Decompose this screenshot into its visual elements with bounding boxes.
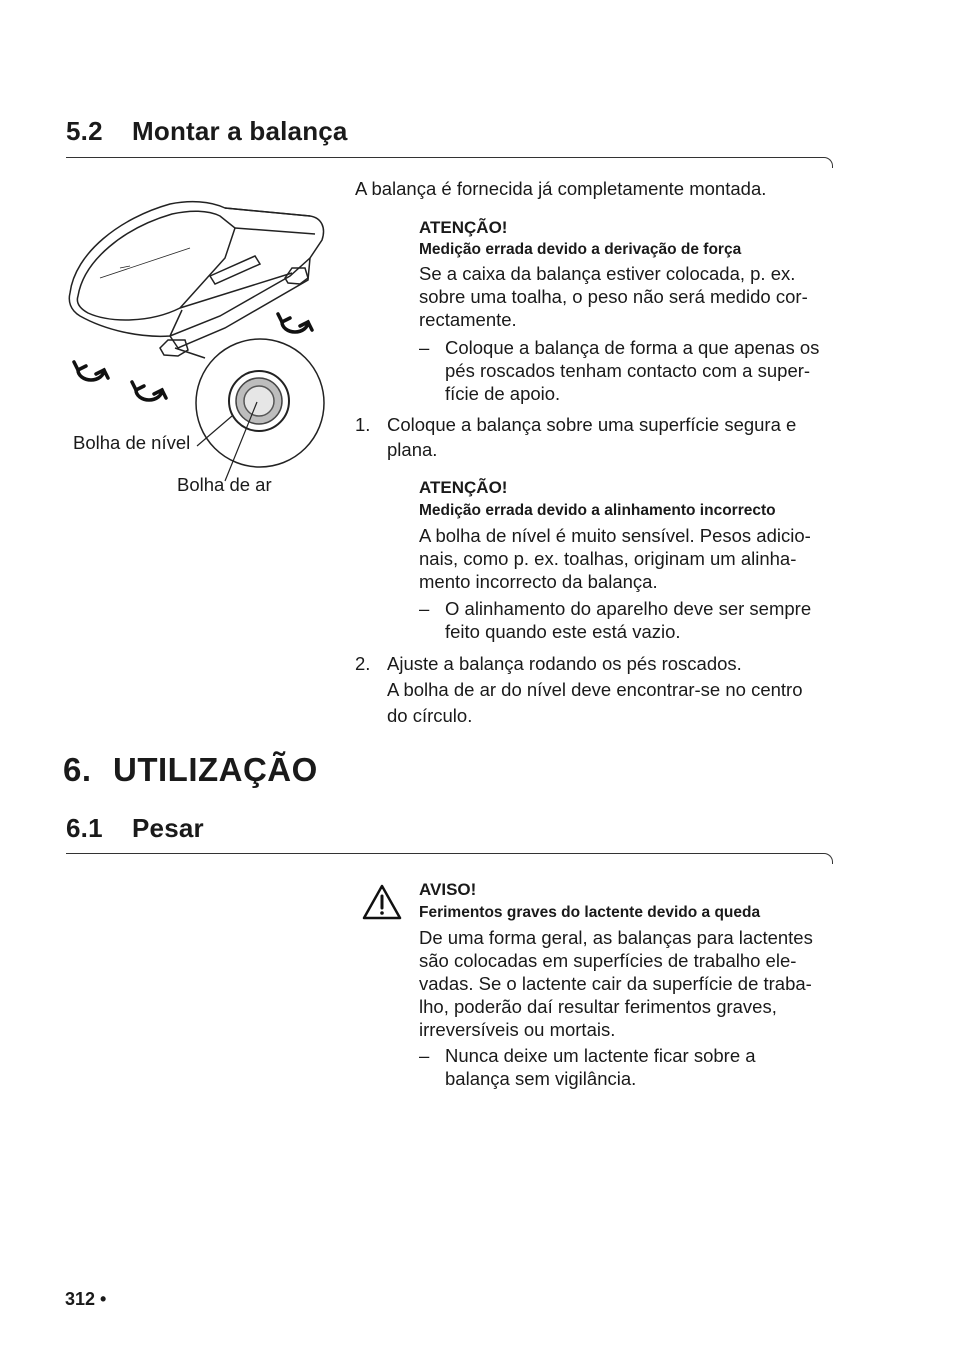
- step-line: do círculo.: [387, 705, 473, 726]
- bullet-dash: –: [419, 337, 430, 358]
- caution-text: [419, 262, 808, 331]
- caution-text: [419, 524, 811, 593]
- step-line: Ajuste a balança rodando os pés roscados.: [387, 653, 742, 674]
- chapter-heading-6: [63, 751, 318, 789]
- section-title: Pesar: [132, 813, 204, 843]
- chapter-title: UTILIZAÇÃO: [113, 751, 318, 788]
- section-number: 6.1: [66, 813, 103, 843]
- bullet-line: Nunca deixe um lactente ficar sobre a: [445, 1045, 756, 1066]
- bullet-dash: –: [419, 1045, 430, 1066]
- bullet-line: feito quando este está vazio.: [445, 621, 681, 642]
- bullet-line: balança sem vigilância.: [445, 1068, 637, 1089]
- warning-line: irreversíveis ou mortais.: [419, 1019, 616, 1040]
- scale-figure: [60, 198, 340, 508]
- scale-tray-outline: [69, 202, 323, 337]
- warning-line: De uma forma geral, as balanças para lactentes: [419, 927, 813, 948]
- air-bubble: [244, 386, 274, 416]
- chapter-number: 6.: [63, 751, 92, 788]
- caution-line: A bolha de nível é muito sensível. Pesos adicio-: [419, 525, 811, 546]
- caution-line: mento incorrecto da balança.: [419, 571, 658, 592]
- warning-title: AVISO!: [419, 880, 477, 899]
- section-rule-corner: [824, 157, 833, 168]
- section-heading-5-2: [66, 116, 348, 147]
- label-level-bubble: Bolha de nível: [73, 432, 191, 453]
- scale-handle: [210, 256, 260, 284]
- section-heading-6-1: [66, 813, 204, 844]
- label-air-bubble: Bolha de ar: [177, 474, 272, 495]
- bullet-line: fície de apoio.: [445, 383, 561, 404]
- step-line: A bolha de ar do nível deve encontrar-se no centro: [387, 679, 803, 700]
- step-number: 1.: [355, 414, 371, 435]
- caution-bullet: [419, 597, 839, 645]
- rotate-arrow-icon-middle: [132, 382, 166, 400]
- step-2: [355, 651, 845, 729]
- step-number: 2.: [355, 653, 371, 674]
- warning-bullet: [419, 1044, 839, 1092]
- caution-line: Se a caixa da balança estiver colocada, p. ex.: [419, 263, 796, 284]
- bullet-dash: –: [419, 598, 430, 619]
- section-rule: [66, 157, 824, 158]
- warning-line: vadas. Se o lactente cair da superfície de traba-: [419, 973, 812, 994]
- step-line: plana.: [387, 439, 438, 460]
- section-title: Montar a balança: [132, 116, 348, 146]
- caution-line: sobre uma toalha, o peso não será medido cor-: [419, 286, 808, 307]
- bullet-line: pés roscados tenham contacto com a super-: [445, 360, 811, 381]
- section-number: 5.2: [66, 116, 103, 146]
- section-rule-corner: [824, 853, 833, 864]
- page-number: 312 •: [65, 1289, 107, 1309]
- caution-title: ATENÇÃO!: [419, 218, 508, 237]
- scale-tray-inner: [77, 211, 235, 320]
- caution-line: nais, como p. ex. toalhas, originam um alinha-: [419, 548, 797, 569]
- rotate-arrow-icon-left: [74, 362, 108, 380]
- caution-subtitle: Medição errada devido a derivação de força: [419, 241, 742, 258]
- bullet-line: O alinhamento do aparelho deve ser sempre: [445, 598, 812, 619]
- caution-line: rectamente.: [419, 309, 517, 330]
- bullet-line: Coloque a balança de forma a que apenas os: [445, 337, 820, 358]
- rotate-arrow-icon-right: [278, 314, 312, 332]
- caution-bullet: [419, 336, 839, 406]
- step-line: Coloque a balança sobre uma superfície segura e: [387, 414, 797, 435]
- scale-detail-lines: [100, 248, 190, 278]
- warning-subtitle: Ferimentos graves do lactente devido a queda: [419, 904, 761, 921]
- step-1: [355, 412, 845, 462]
- section-rule: [66, 853, 824, 854]
- warning-line: lho, poderão daí resultar ferimentos graves,: [419, 996, 777, 1017]
- caution-title: ATENÇÃO!: [419, 478, 508, 497]
- caution-subtitle: Medição errada devido a alinhamento incorrecto: [419, 502, 776, 519]
- magnifier-link: [175, 348, 205, 358]
- warning-text: [419, 926, 813, 1041]
- intro-text: A balança é fornecida já completamente montada.: [355, 178, 767, 199]
- warning-line: são colocadas em superfícies de trabalho ele-: [419, 950, 797, 971]
- warning-triangle-icon: [361, 883, 403, 921]
